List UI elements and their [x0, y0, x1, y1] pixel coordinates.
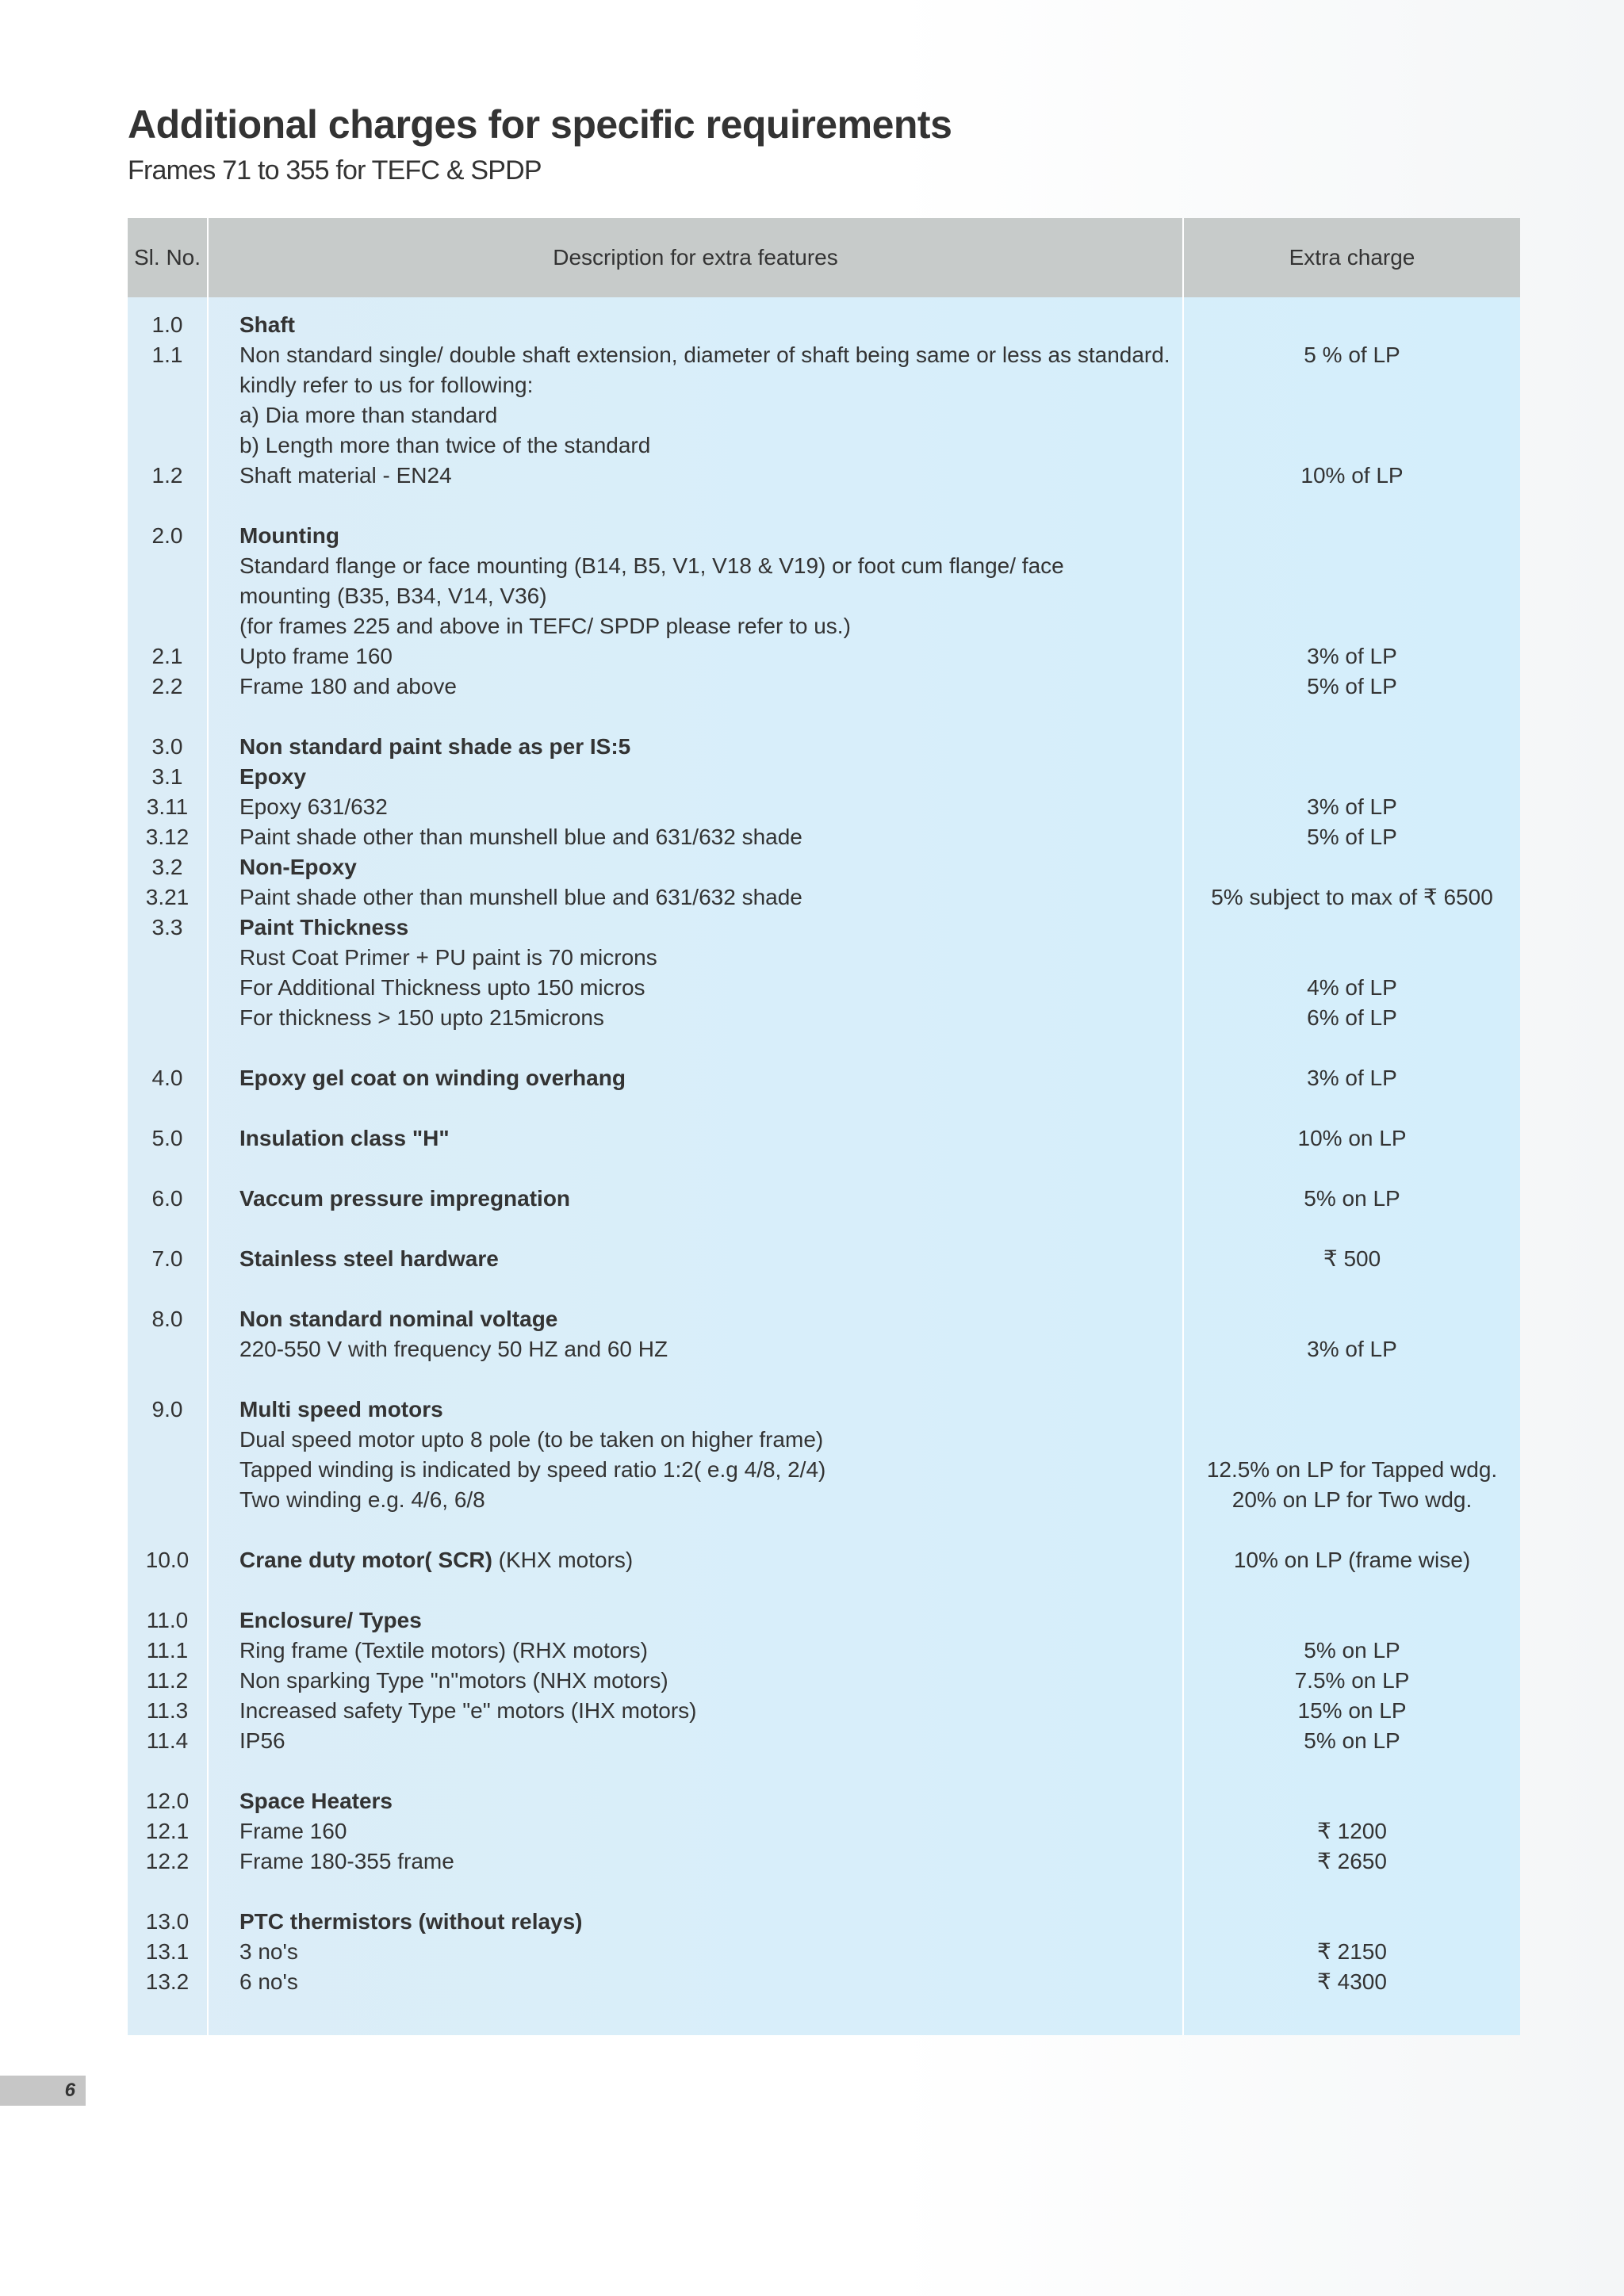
row-serial-number: 11.2 — [146, 1668, 189, 1693]
row-serial-number: 13.0 — [145, 1909, 190, 1934]
row-serial-number: 12.2 — [145, 1849, 190, 1873]
table-rows — [128, 310, 1520, 1997]
row-extra-charge: 10% on LP (frame wise) — [1233, 1548, 1471, 1572]
row-description-suffix: (KHX motors) — [492, 1548, 634, 1572]
row-extra-charge: 5% of LP — [1307, 674, 1397, 698]
row-description — [239, 672, 1096, 702]
row-description — [239, 1967, 1096, 1997]
row-serial-number: 3.1 — [151, 764, 183, 789]
table-spacer-row — [128, 491, 1520, 521]
table-row — [128, 1696, 1520, 1726]
table-spacer-row — [128, 1214, 1520, 1244]
row-description — [239, 611, 1096, 641]
table-row — [128, 822, 1520, 852]
row-extra-charge: 3% of LP — [1307, 644, 1397, 668]
table-row — [128, 1967, 1520, 1997]
row-description-text: Paint shade other than munshell blue and 631/632 shade — [239, 825, 802, 849]
row-description-text: Paint shade other than munshell blue and 631/632 shade — [239, 885, 802, 909]
row-description-text: 3 no's — [239, 1939, 298, 1964]
row-description — [239, 370, 1096, 400]
row-description-text: Mounting — [239, 523, 339, 548]
row-description — [239, 943, 1096, 973]
table-row — [128, 672, 1520, 702]
table-row — [128, 943, 1520, 973]
table-spacer-row — [128, 1575, 1520, 1605]
row-extra-charge: 7.5% on LP — [1294, 1668, 1410, 1693]
table-row — [128, 1726, 1520, 1756]
row-serial-number: 2.1 — [151, 644, 183, 668]
table-row — [128, 1786, 1520, 1816]
table-row — [128, 1545, 1520, 1575]
table-row — [128, 1816, 1520, 1846]
row-description — [239, 732, 1096, 762]
table-row — [128, 461, 1520, 491]
row-description — [239, 1304, 1096, 1334]
page-number: 6 — [64, 2080, 75, 2101]
row-description — [239, 792, 1096, 822]
table-row — [128, 1485, 1520, 1515]
table-row — [128, 1907, 1520, 1937]
row-description — [239, 1726, 1096, 1756]
row-description — [239, 641, 1096, 672]
row-description — [239, 461, 1096, 491]
row-serial-number: 2.2 — [151, 674, 183, 698]
table-row — [128, 882, 1520, 913]
row-description-text: Dual speed motor upto 8 pole (to be taken on higher frame) — [239, 1427, 824, 1452]
table-row — [128, 521, 1520, 551]
row-description-text: Non-Epoxy — [239, 855, 357, 879]
table-row — [128, 340, 1520, 370]
row-description-text: Enclosure/ Types — [239, 1608, 422, 1632]
row-description — [239, 973, 1096, 1003]
table-row — [128, 400, 1520, 430]
row-description — [239, 430, 1096, 461]
table-row — [128, 1455, 1520, 1485]
table-row — [128, 732, 1520, 762]
table-spacer-row — [128, 1274, 1520, 1304]
row-description-text: mounting (B35, B34, V14, V36) — [239, 584, 547, 608]
table-row — [128, 1636, 1520, 1666]
row-description-text: Paint Thickness — [239, 915, 409, 939]
row-serial-number: 11.4 — [146, 1728, 189, 1753]
table-row — [128, 551, 1520, 581]
table-spacer-row — [128, 1093, 1520, 1123]
row-extra-charge: 5% on LP — [1304, 1728, 1400, 1753]
row-description — [239, 1184, 1096, 1214]
row-serial-number: 3.3 — [151, 915, 183, 939]
row-extra-charge: 20% on LP for Two wdg. — [1231, 1487, 1473, 1512]
row-description-text: Shaft — [239, 312, 295, 337]
row-description-text: Epoxy — [239, 764, 307, 789]
row-serial-number: 6.0 — [151, 1186, 183, 1211]
row-extra-charge: 3% of LP — [1307, 794, 1397, 819]
row-description-text: Insulation class "H" — [239, 1126, 450, 1150]
row-description-text: For Additional Thickness upto 150 micros — [239, 975, 645, 1000]
row-extra-charge: ₹ 500 — [1323, 1246, 1381, 1271]
table-spacer-row — [128, 1154, 1520, 1184]
header-description: Description for extra features — [553, 245, 838, 270]
row-serial-number: 11.0 — [146, 1608, 189, 1632]
row-extra-charge: 5% subject to max of ₹ 6500 — [1211, 885, 1493, 909]
row-description — [239, 1696, 1096, 1726]
row-serial-number: 13.1 — [145, 1939, 190, 1964]
row-description-text: Crane duty motor( SCR) — [239, 1548, 492, 1572]
table-spacer-row — [128, 1364, 1520, 1395]
row-serial-number: 8.0 — [151, 1307, 183, 1331]
row-description — [239, 1244, 1096, 1274]
table-row — [128, 1395, 1520, 1425]
row-description-text: Vaccum pressure impregnation — [239, 1186, 571, 1211]
row-description — [239, 882, 1096, 913]
table-row — [128, 430, 1520, 461]
row-description — [239, 1816, 1096, 1846]
row-description-text: kindly refer to us for following: — [239, 373, 534, 397]
row-extra-charge: ₹ 4300 — [1317, 1969, 1387, 1994]
row-description-text: Non standard paint shade as per IS:5 — [239, 734, 631, 759]
row-description — [239, 852, 1096, 882]
row-description — [239, 340, 1170, 370]
table-row — [128, 581, 1520, 611]
table-row — [128, 913, 1520, 943]
table-row — [128, 1334, 1520, 1364]
row-description-text: Space Heaters — [239, 1789, 393, 1813]
table-row — [128, 1846, 1520, 1877]
row-description-text: Standard flange or face mounting (B14, B5, V1, V18 & V19) or foot cum flange/ face — [239, 553, 1064, 578]
row-extra-charge: 12.5% on LP for Tapped wdg. — [1206, 1457, 1498, 1482]
row-description-text: Epoxy 631/632 — [239, 794, 388, 819]
row-serial-number: 3.11 — [146, 794, 189, 819]
row-serial-number: 1.0 — [151, 312, 183, 337]
row-description — [239, 1334, 1096, 1364]
header-sl-no: Sl. No. — [133, 245, 201, 270]
row-serial-number: 5.0 — [151, 1126, 183, 1150]
row-description-text: a) Dia more than standard — [239, 403, 498, 427]
row-serial-number: 2.0 — [151, 523, 183, 548]
table-row — [128, 611, 1520, 641]
row-extra-charge: 5% on LP — [1304, 1638, 1400, 1663]
table-row — [128, 1244, 1520, 1274]
table-spacer-row — [128, 1515, 1520, 1545]
row-extra-charge: 5% of LP — [1307, 825, 1397, 849]
row-description — [239, 1636, 1096, 1666]
row-serial-number: 1.2 — [151, 463, 183, 488]
row-serial-number: 1.1 — [151, 342, 183, 367]
row-description-text: Frame 180-355 frame — [239, 1849, 454, 1873]
row-description-text: Rust Coat Primer + PU paint is 70 microns — [239, 945, 657, 970]
row-description-text: For thickness > 150 upto 215microns — [239, 1005, 604, 1030]
row-extra-charge: ₹ 1200 — [1317, 1819, 1387, 1843]
row-serial-number: 12.1 — [145, 1819, 190, 1843]
row-description-text: Non standard nominal voltage — [239, 1307, 558, 1331]
row-extra-charge: 6% of LP — [1307, 1005, 1397, 1030]
row-extra-charge: 3% of LP — [1307, 1066, 1397, 1090]
row-description — [239, 1395, 1096, 1425]
table-row — [128, 1605, 1520, 1636]
row-description — [239, 1666, 1096, 1696]
table-spacer-row — [128, 1033, 1520, 1063]
row-description — [239, 913, 1096, 943]
row-serial-number: 9.0 — [151, 1397, 183, 1422]
table-row — [128, 310, 1520, 340]
table-row — [128, 1063, 1520, 1093]
row-description-text: Tapped winding is indicated by speed ratio 1:2( e.g 4/8, 2/4) — [239, 1457, 826, 1482]
row-extra-charge: 5% on LP — [1304, 1186, 1400, 1211]
row-description — [239, 581, 1096, 611]
row-serial-number: 11.3 — [146, 1698, 189, 1723]
row-description — [239, 521, 1096, 551]
row-serial-number: 10.0 — [145, 1548, 190, 1572]
row-description-text: Epoxy gel coat on winding overhang — [239, 1066, 626, 1090]
row-description-text: Non standard single/ double shaft extension, diameter of shaft being same or less as standard. — [239, 342, 1170, 367]
header-extra-charge: Extra charge — [1289, 245, 1415, 270]
row-serial-number: 4.0 — [151, 1066, 183, 1090]
row-description — [239, 1846, 1096, 1877]
row-description — [239, 1786, 1096, 1816]
row-description-text: Multi speed motors — [239, 1397, 443, 1422]
row-extra-charge: 3% of LP — [1307, 1337, 1397, 1361]
row-description — [239, 1003, 1096, 1033]
table-spacer-row — [128, 702, 1520, 732]
row-description — [239, 1123, 1096, 1154]
table-row — [128, 1304, 1520, 1334]
row-description-text: PTC thermistors (without relays) — [239, 1909, 583, 1934]
row-serial-number: 3.12 — [145, 825, 190, 849]
row-description — [239, 1063, 1096, 1093]
row-extra-charge: ₹ 2150 — [1317, 1939, 1387, 1964]
row-description-text: (for frames 225 and above in TEFC/ SPDP please refer to us.) — [239, 614, 851, 638]
row-description — [239, 762, 1096, 792]
row-description — [239, 1455, 1096, 1485]
row-description — [239, 551, 1096, 581]
table-row — [128, 973, 1520, 1003]
table-row — [128, 1123, 1520, 1154]
row-extra-charge: 4% of LP — [1307, 975, 1397, 1000]
row-serial-number: 12.0 — [145, 1789, 190, 1813]
row-description-text: Stainless steel hardware — [239, 1246, 499, 1271]
row-description — [239, 1605, 1096, 1636]
row-description — [239, 1907, 1096, 1937]
row-description — [239, 1545, 1096, 1575]
table-row — [128, 1184, 1520, 1214]
table-row — [128, 370, 1520, 400]
row-description-text: b) Length more than twice of the standard — [239, 433, 651, 457]
row-extra-charge: ₹ 2650 — [1317, 1849, 1387, 1873]
page-title: Additional charges for specific requirements — [128, 102, 952, 147]
row-description — [239, 310, 1096, 340]
row-description-text: IP56 — [239, 1728, 285, 1753]
table-row — [128, 1425, 1520, 1455]
row-description-text: Ring frame (Textile motors) (RHX motors) — [239, 1638, 648, 1663]
row-description-text: Non sparking Type "n"motors (NHX motors) — [239, 1668, 668, 1693]
row-extra-charge: 10% of LP — [1300, 463, 1404, 488]
row-description-text: 6 no's — [239, 1969, 298, 1994]
table-row — [128, 1666, 1520, 1696]
table-spacer-row — [128, 1877, 1520, 1907]
row-serial-number: 7.0 — [151, 1246, 183, 1271]
row-description-text: Frame 160 — [239, 1819, 347, 1843]
row-description-text: Upto frame 160 — [239, 644, 393, 668]
table-row — [128, 1003, 1520, 1033]
row-description — [239, 1485, 1096, 1515]
row-extra-charge: 15% on LP — [1297, 1698, 1407, 1723]
table-row — [128, 1937, 1520, 1967]
row-description-text: Shaft material - EN24 — [239, 463, 452, 488]
table-row — [128, 792, 1520, 822]
extra-charges-table — [128, 218, 1520, 2035]
row-description-text: Increased safety Type "e" motors (IHX motors) — [239, 1698, 697, 1723]
row-serial-number: 3.2 — [151, 855, 183, 879]
table-row — [128, 762, 1520, 792]
row-description-text: 220-550 V with frequency 50 HZ and 60 HZ — [239, 1337, 668, 1361]
row-extra-charge: 5 % of LP — [1304, 342, 1400, 367]
row-extra-charge: 10% on LP — [1297, 1126, 1407, 1150]
row-serial-number: 13.2 — [145, 1969, 190, 1994]
row-description — [239, 400, 1096, 430]
row-description — [239, 822, 1096, 852]
page-subtitle: Frames 71 to 355 for TEFC & SPDP — [128, 155, 542, 186]
row-description-text: Frame 180 and above — [239, 674, 457, 698]
row-description — [239, 1937, 1096, 1967]
table-row — [128, 641, 1520, 672]
row-serial-number: 11.1 — [146, 1638, 189, 1663]
row-description-text: Two winding e.g. 4/6, 6/8 — [239, 1487, 485, 1512]
table-row — [128, 852, 1520, 882]
table-spacer-row — [128, 1756, 1520, 1786]
row-serial-number: 3.21 — [145, 885, 190, 909]
row-description — [239, 1425, 1096, 1455]
row-serial-number: 3.0 — [151, 734, 183, 759]
